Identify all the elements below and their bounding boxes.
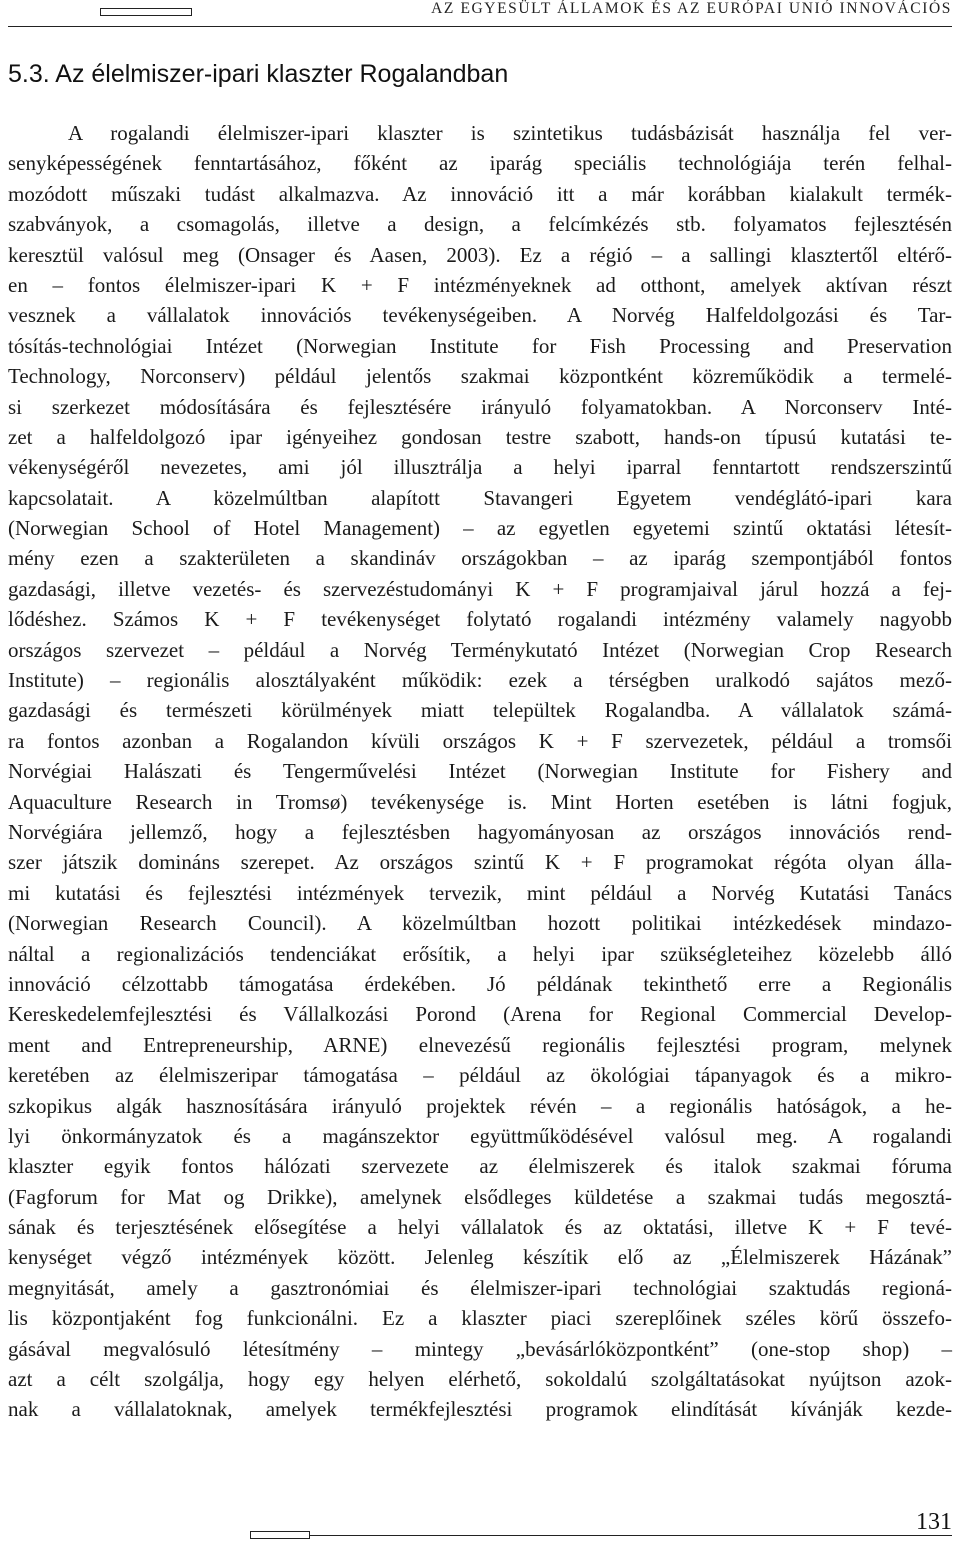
body-line: mozódott műszaki tudást alkalmazva. Az innováció itt a már korábban kialakult termék- [8,181,952,206]
body-line: vesznek a vállalatok innovációs tevékenységeiben. A Norvég Halfeldolgozási és Tar- [8,303,952,328]
body-line: gazdasági, illetve vezetés- és szervezéstudományi K + F programjaival járul hozzá a fej- [8,576,952,601]
body-line: (Norwegian School of Hotel Management) – az egyetlen egyetemi szintű oktatási létesít- [8,516,952,541]
body-line: náltal a regionalizációs tendenciákat erősítik, a helyi ipar szükségleteihez közelebb álló [8,941,952,966]
running-head: AZ EGYESÜLT ÁLLAMOK ÉS AZ EURÓPAI UNIÓ INNOVÁCIÓS [431,0,952,17]
body-line: keresztül valósul meg (Onsager és Aasen, 2003). Ez a régió – a sallingi klasztertől eltérő- [8,242,952,267]
body-line: sának és terjesztésének elősegítése a helyi vállalatok és az oktatási, illetve K + F tevé- [8,1215,952,1240]
body-line: mény ezen a szakterületen a skandináv országokban – az iparág szempontjából fontos [8,546,952,571]
body-line: azt a célt szolgálja, hogy egy helyen elérhető, sokoldalú szolgáltatásokat nyújtson azok- [8,1367,952,1392]
body-line: ment and Entrepreneurship, ARNE) elnevezésű regionális fejlesztési program, melynek [8,1032,952,1057]
body-line: szer játszik domináns szerepet. Az országos szintű K + F programokat régóta olyan álla- [8,850,952,875]
body-line: gazdasági és természeti körülmények miatt települtek Rogalandba. A vállalatok számá- [8,698,952,723]
body-line: senyképességének fenntartásához, főként az iparág speciális technológiája terén felhal- [8,151,952,176]
body-line: A rogalandi élelmiszer-ipari klaszter is szintetikus tudásbázisát használja fel ver- [68,121,952,145]
header-decorative-bar [100,8,192,16]
body-line: mi kutatási és fejlesztési intézmények tervezik, mint például a Norvég Kutatási Tanács [8,880,952,905]
body-line: en – fontos élelmiszer-ipari K + F intézményeknek ad otthont, amelyek aktívan részt [8,272,952,297]
body-line: vékenységéről nevezetes, ami jól illusztrálja a helyi iparral fenntartott rendszerszintű [8,455,952,480]
header-rule [8,26,952,27]
body-line: (Norwegian Research Council). A közelmúltban hozott politikai intézkedések mindazo- [8,911,952,936]
body-line: (Fagforum for Mat og Drikke), amelynek elsődleges küldetése a szakmai tudás megosztá- [8,1184,952,1209]
body-line: keretében az élelmiszeripar támogatása – például az ökológiai tápanyagok és a mikro- [8,1063,952,1088]
body-line: lődéshez. Számos K + F tevékenységet folytató rogalandi intézmény valamely nagyobb [8,607,952,632]
body-line: Norvégiai Halászati és Tengerművelési Intézet (Norwegian Institute for Fishery and [8,759,952,784]
body-line: zet a halfeldolgozó ipar igényeihez gondosan testre szabott, hands-on típusú kutatási te- [8,424,952,449]
body-text [8,118,952,1425]
body-line: kenységet végző intézmények között. Jelenleg készítik elő az „Élelmiszerek Házának” [8,1245,952,1270]
body-line: Aquaculture Research in Tromsø) tevékenysége is. Mint Horten esetében is látni fogjuk, [8,789,952,814]
body-line: tósítás-technológiai Intézet (Norwegian Institute for Fish Processing and Preservation [8,333,952,358]
body-line: országos szervezet – például a Norvég Terménykutató Intézet (Norwegian Crop Research [8,637,952,662]
body-line: szabványok, a csomagolás, illetve a design, a felcímkézés stb. folyamatos fejlesztésén [8,212,952,237]
body-line: si szerkezet módosítására és fejlesztésére irányuló folyamatokban. A Norconserv Inté- [8,394,952,419]
body-line: szkopikus algák hasznosítására irányuló projektek révén – a regionális hatóságok, a he- [8,1093,952,1118]
body-line: Technology, Norconserv) például jelentős szakmai központként közreműködik a termelé- [8,364,952,389]
body-line: Institute) – regionális alosztályaként működik: ezek a térségben uralkodó sajátos mező- [8,668,952,693]
body-line: innováció célzottabb támogatása érdekében. Jó példának tekinthető erre a Regionális [8,971,952,996]
body-line: gásával megvalósuló létesítmény – mintegy „bevásárlóközpontként” (one-stop shop) – [8,1336,952,1361]
body-line: klaszter egyik fontos hálózati szervezete az élelmiszerek és italok szakmai fóruma [8,1154,952,1179]
body-line: kapcsolatait. A közelmúltban alapított Stavangeri Egyetem vendéglátó-ipari kara [8,485,952,510]
footer-rule [250,1535,952,1536]
body-line: megnyitását, amely a gasztronómiai és élelmiszer-ipari technológiai szaktudás regioná- [8,1275,952,1300]
body-line: Kereskedelemfejlesztési és Vállalkozási Porond (Arena for Regional Commercial Develop- [8,1002,952,1027]
body-line: Norvégiára jellemző, hogy a fejlesztésben hagyományosan az országos innovációs rend- [8,819,952,844]
section-title: 5.3. Az élelmiszer-ipari klaszter Rogalandban [8,60,509,88]
body-line: lyi önkormányzatok és a magánszektor együttműködésével valósul meg. A rogalandi [8,1123,952,1148]
page-number: 131 [916,1509,952,1535]
body-line: lis központjaként fog funkcionálni. Ez a klaszter piaci szereplőinek széles körű összefo- [8,1306,952,1331]
body-line: ra fontos azonban a Rogalandon kívüli országos K + F szervezetek, például a tromsői [8,728,952,753]
footer-decorative-bar [250,1531,310,1539]
body-line: nak a vállalatoknak, amelyek termékfejlesztési programok elindítását kívánják kezde- [8,1397,952,1422]
